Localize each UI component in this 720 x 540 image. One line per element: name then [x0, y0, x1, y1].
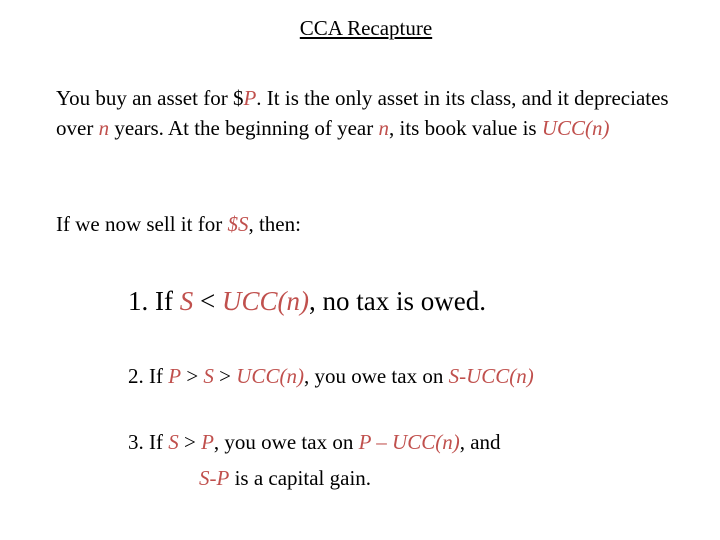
- year-variable: n: [378, 116, 389, 140]
- rule-3-text-4: , and: [459, 430, 501, 454]
- rule-1-var-2: UCC(n): [221, 286, 309, 316]
- rule-2-var-1: P: [168, 364, 182, 388]
- intro-text-3: years. At the beginning of year: [109, 116, 379, 140]
- rule-1-var-1: S: [179, 286, 194, 316]
- rule-3-var-2: P: [201, 430, 214, 454]
- intro-paragraph: [56, 83, 676, 143]
- rule-2: [128, 361, 534, 391]
- rule-3-continuation: [199, 463, 371, 493]
- rule-1-text-1: 1. If: [128, 286, 180, 316]
- rule-2-text-3: >: [213, 364, 237, 388]
- slide-title: CCA Recapture: [299, 16, 433, 40]
- rule-2-text-2: >: [181, 364, 204, 388]
- rule-2-text-4: , you owe tax on: [303, 364, 449, 388]
- rule-2-var-3: UCC(n): [236, 364, 304, 388]
- rule-3-text-1: 3. If: [128, 430, 169, 454]
- rule-3-text-5: is a capital gain.: [229, 466, 372, 490]
- rule-2-var-2: S: [203, 364, 214, 388]
- rule-3-var-4: S-P: [199, 466, 230, 490]
- rule-3-var-1: S: [168, 430, 179, 454]
- rule-3: [128, 427, 501, 457]
- intro-text-4: , its book value is: [389, 116, 542, 140]
- rule-3-text-2: >: [178, 430, 202, 454]
- sell-text-2: , then:: [248, 212, 301, 236]
- rule-1-text-3: , no tax is owed.: [308, 286, 486, 316]
- sell-text-1: If we now sell it for: [56, 212, 228, 236]
- rule-3-text-3: , you owe tax on: [213, 430, 359, 454]
- rule-2-text-1: 2. If: [128, 364, 169, 388]
- rule-2-var-4: S-UCC(n): [448, 364, 534, 388]
- years-variable: n: [98, 116, 110, 140]
- rule-1: [128, 284, 486, 318]
- sell-paragraph: [56, 209, 301, 239]
- price-variable: P: [243, 86, 257, 110]
- intro-text-2: . It is the only asset in its class, and it depreciates over: [56, 86, 669, 140]
- book-value-variable: UCC(n): [541, 116, 610, 140]
- intro-text-1: You buy an asset for $: [56, 86, 244, 110]
- rule-3-var-3: P – UCC(n): [358, 430, 460, 454]
- sale-price-variable: $S: [227, 212, 249, 236]
- rule-1-text-2: <: [193, 286, 222, 316]
